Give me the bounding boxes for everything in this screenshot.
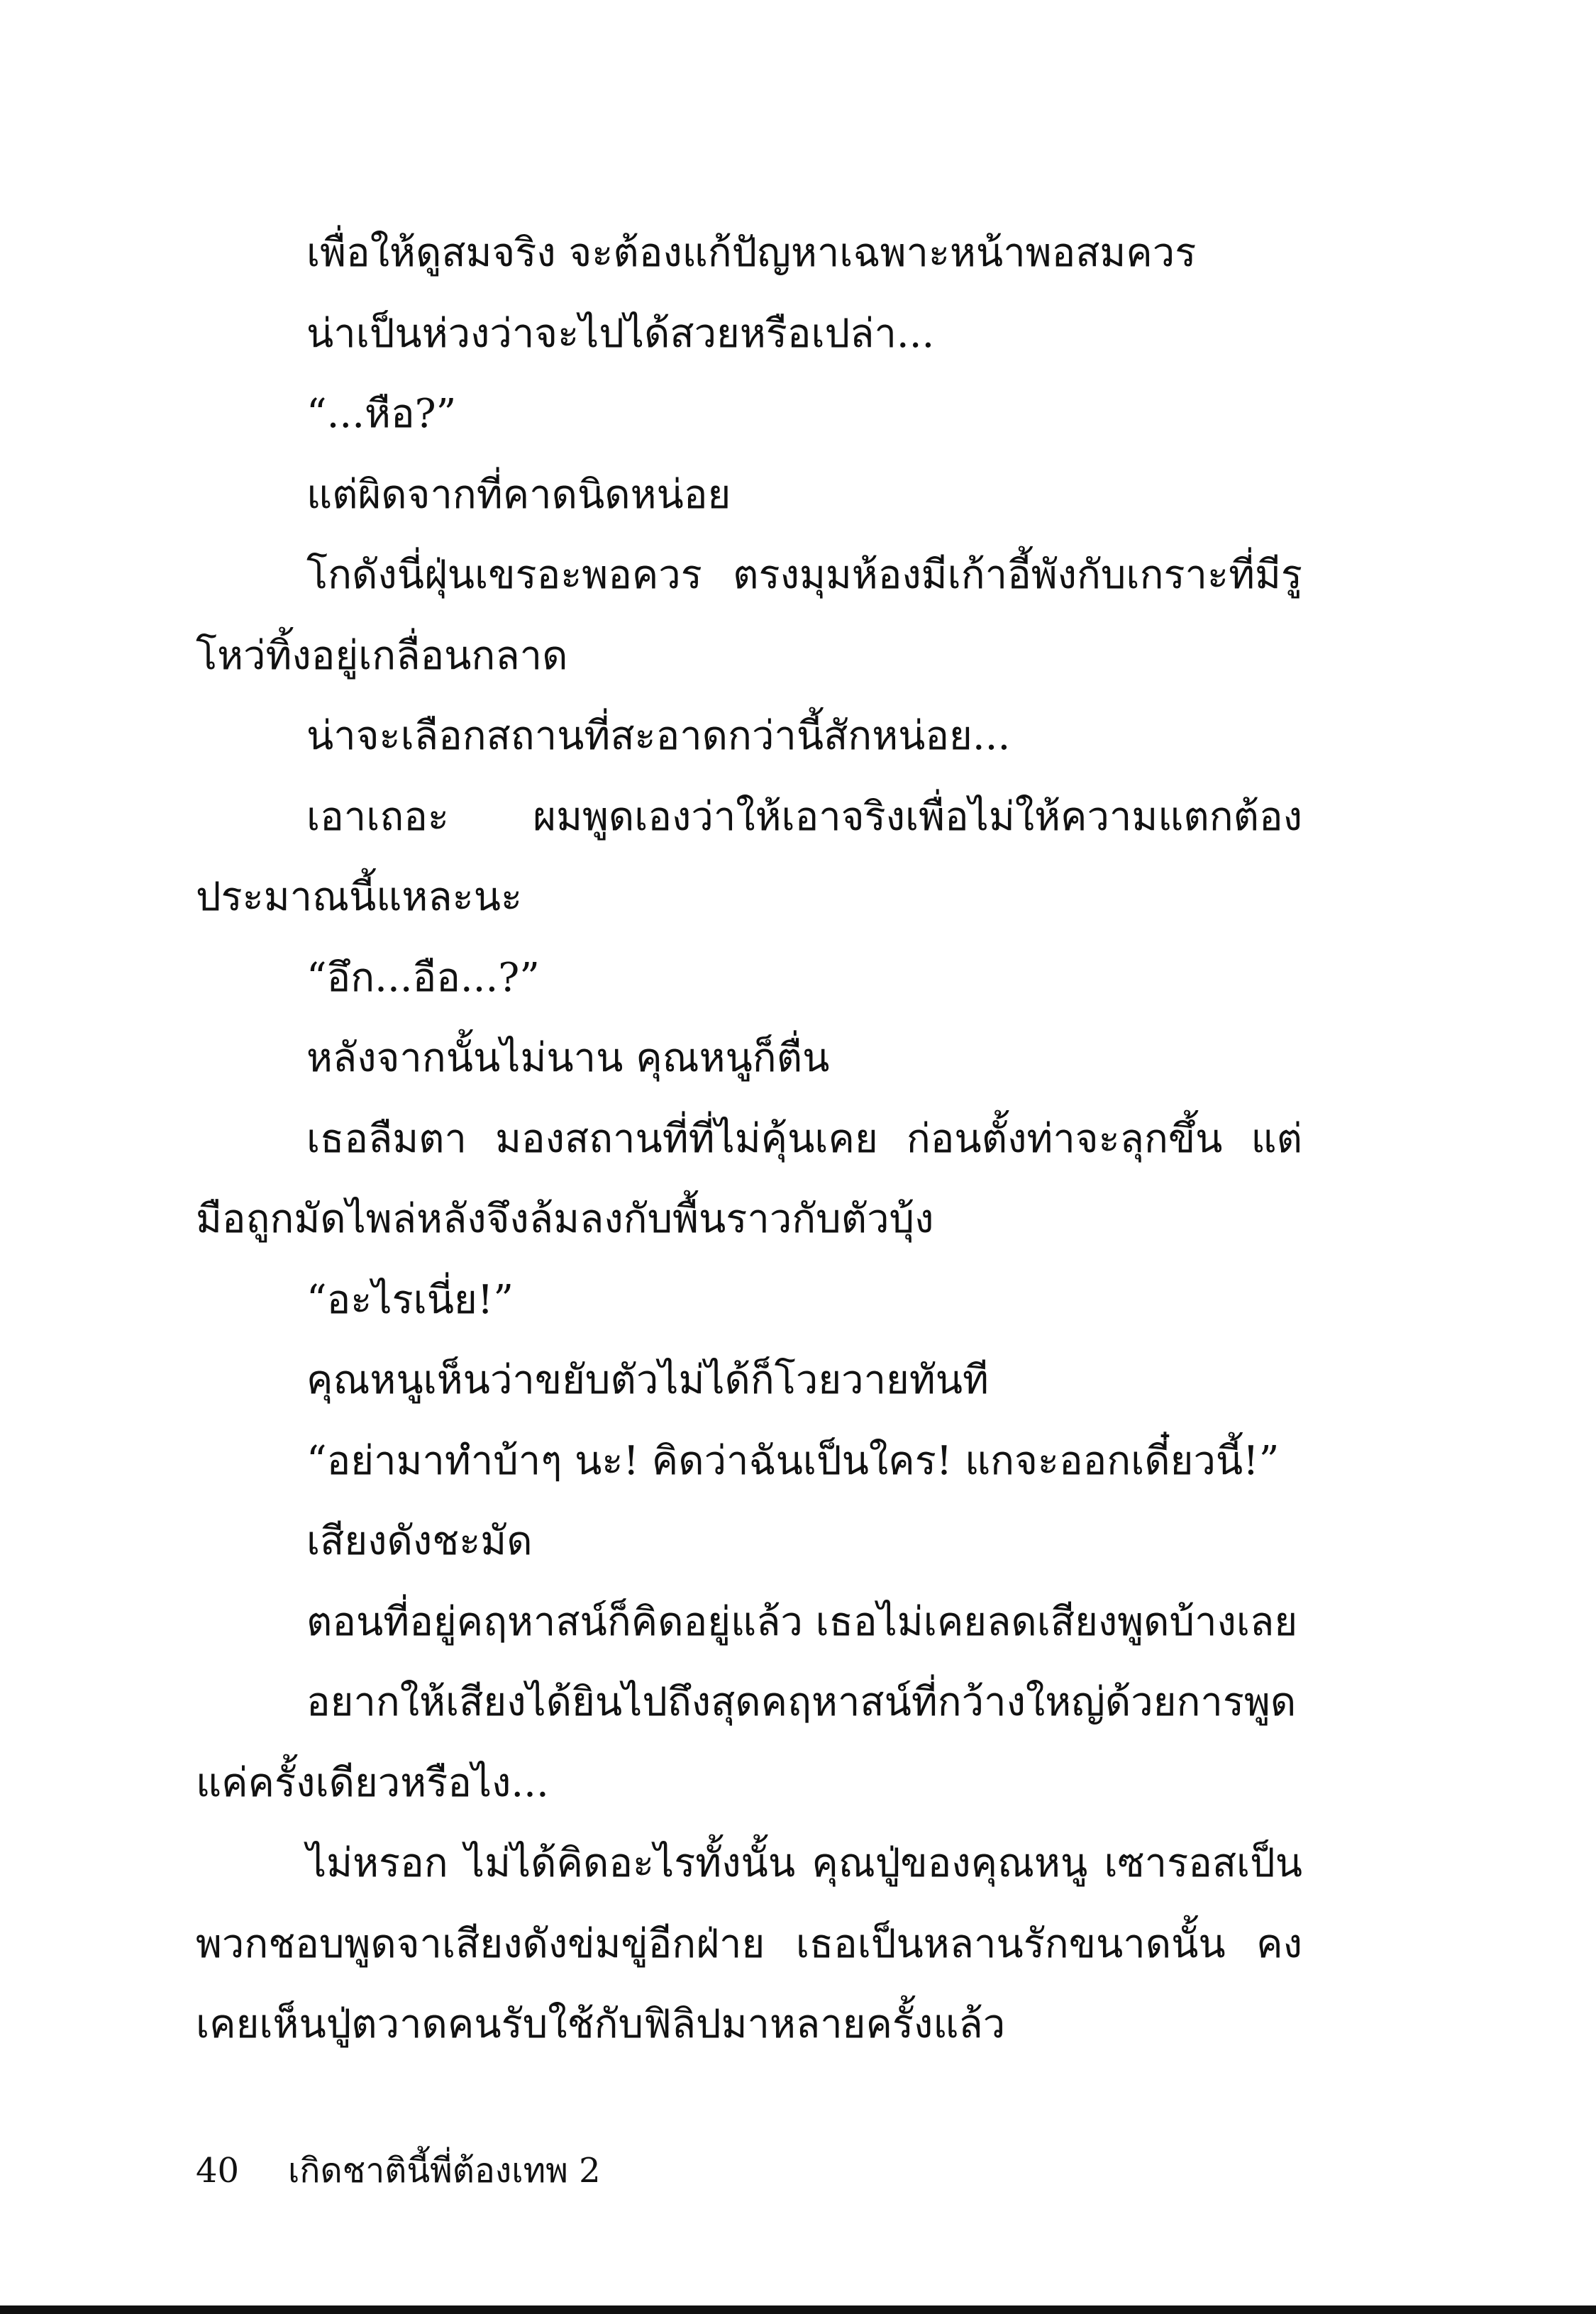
page-footer [196,2149,601,2192]
paragraph-4: แต่ผิดจากที่คาดนิดหน่อย [306,471,731,518]
paragraph-13: “อย่ามาทำบ้าๆ นะ! คิดว่าฉันเป็นใคร! แกจะออกเดี๋ยวนี้!” [306,1437,1280,1484]
paragraph-11: “อะไรเนี่ย!” [306,1276,514,1323]
paragraph-12: คุณหนูเห็นว่าขยับตัวไม่ได้ก็โวยวายทันที [306,1357,989,1403]
paragraph-9: หลังจากนั้นไม่นาน คุณหนูก็ตื่น [306,1035,830,1081]
paragraph-6: น่าจะเลือกสถานที่สะอาดกว่านี้สักหน่อย... [306,713,1011,759]
paragraph-3: “...หือ?” [306,391,457,437]
paragraph-8: “อึก...อือ...?” [306,954,540,1001]
page-body [196,213,1302,2065]
paragraph-1: เพื่อให้ดูสมจริง จะต้องแก้ปัญหาเฉพาะหน้าพอสมควร [306,230,1197,276]
paragraph-17: ไม่หรอก ไม่ได้คิดอะไรทั้งนั้น คุณปู่ของคุณหนู เซารอสเป็นพวกชอบพูดจาเสียงดังข่มขู่อีกฝ่าย เธอเป็นหลานรักขนาดนั้น คงเคยเห็นปู่ตวาดคนรับใช้กับฟิลิปมาหลายครั้งแล้ว [196,1840,1302,2047]
paragraph-15: ตอนที่อยู่คฤหาสน์ก็คิดอยู่แล้ว เธอไม่เคยลดเสียงพูดบ้างเลย [306,1598,1298,1645]
paragraph-5: โกดังนี่ฝุ่นเขรอะพอควร ตรงมุมห้องมีเก้าอี้พังกับเกราะที่มีรูโหว่ทิ้งอยู่เกลื่อนกลาด [196,552,1302,679]
running-title: เกิดชาตินี้พี่ต้องเทพ 2 [288,2151,601,2191]
paragraph-14: เสียงดังชะมัด [306,1518,533,1564]
page-number: 40 [196,2151,240,2191]
paragraph-10: เธอลืมตา มองสถานที่ที่ไม่คุ้นเคย ก่อนตั้งท่าจะลุกขึ้น แต่มือถูกมัดไพล่หลังจึงล้มลงกับพื้นราวกับตัวบุ้ง [196,1115,1302,1242]
paragraph-7: เอาเถอะ ผมพูดเองว่าให้เอาจริงเพื่อไม่ให้ความแตกต้องประมาณนี้แหละนะ [196,793,1302,920]
paragraph-2: น่าเป็นห่วงว่าจะไปได้สวยหรือเปล่า... [306,310,935,357]
bottom-edge-rule [0,2305,1596,2314]
paragraph-16: อยากให้เสียงได้ยินไปถึงสุดคฤหาสน์ที่กว้างใหญ่ด้วยการพูดแค่ครั้งเดียวหรือไง... [196,1679,1297,1806]
